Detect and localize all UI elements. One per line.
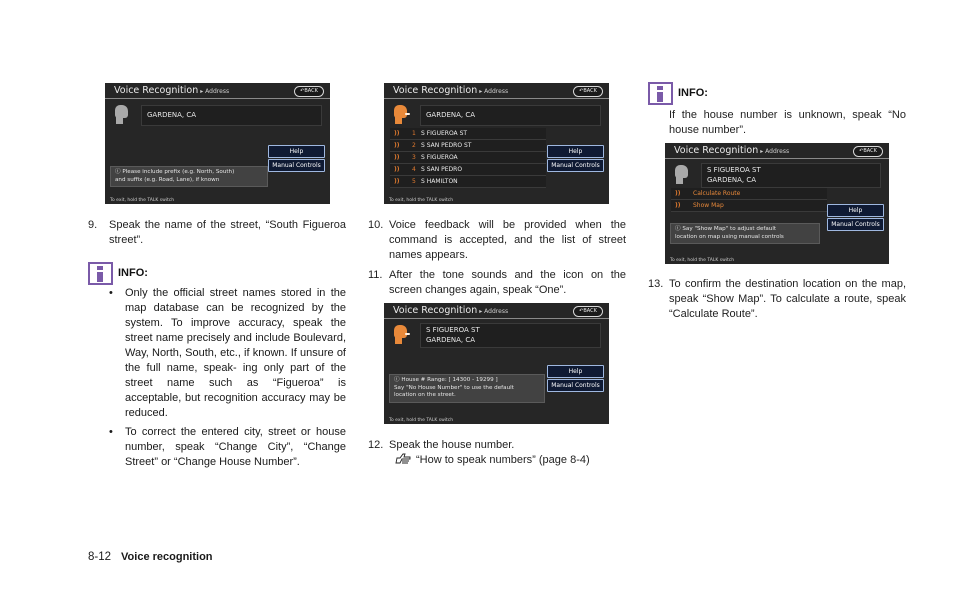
screen-title: Voice Recognition ▸ Address: [393, 305, 509, 316]
info-icon: [88, 262, 113, 285]
info-circle-icon: ⓘ: [115, 169, 123, 175]
screenshot-voice-recognition-confirm: [665, 143, 889, 264]
info-circle-icon: ⓘ: [394, 377, 402, 383]
field-line: GARDENA, CA: [707, 176, 757, 184]
page-number: 8-12: [88, 551, 112, 563]
back-button[interactable]: [573, 306, 603, 317]
bullet-dot: •: [109, 287, 113, 299]
screen-subtitle: Address: [484, 88, 509, 95]
list-item-calculate-route[interactable]: )) Calculate Route: [671, 188, 827, 200]
step-text: After the tone sounds and the icon on the screen changes again, speak “One”.: [389, 269, 626, 296]
back-label: BACK: [583, 308, 597, 314]
back-arrow-icon: ↶: [859, 148, 864, 154]
step-11: [368, 268, 626, 298]
back-arrow-icon: ↶: [300, 88, 305, 94]
hint-line: ⓘ House # Range: [ 14300 - 19299 ]: [394, 377, 498, 383]
page-footer: [88, 551, 213, 563]
back-button[interactable]: [573, 86, 603, 97]
field-line: GARDENA, CA: [426, 336, 476, 344]
manual-controls-button[interactable]: Manual Controls: [827, 218, 884, 231]
step-number: 11.: [368, 269, 383, 281]
title-divider: [105, 98, 330, 99]
info-icon: [648, 82, 673, 105]
address-field: [420, 323, 601, 348]
back-arrow-icon: ↶: [579, 88, 584, 94]
voice-head-icon: [115, 105, 129, 124]
voice-head-speaking-icon: [394, 105, 408, 124]
screen-title: Voice Recognition ▸ Address: [674, 145, 790, 156]
screen-title-text: Voice Recognition: [393, 85, 478, 96]
screenshot-voice-recognition-street-list: [384, 83, 609, 204]
step-13: [648, 277, 906, 322]
reference-text: “How to speak numbers” (page 8-4): [416, 454, 590, 466]
step-number: 13.: [648, 278, 664, 290]
hint-line: Say "No House Number" to use the default: [394, 384, 514, 391]
speaker-icon: )): [675, 202, 681, 209]
screen-footer: To exit, hold the TALK switch: [670, 258, 735, 263]
step-9: [88, 218, 346, 248]
address-field: [420, 105, 601, 126]
back-button[interactable]: [294, 86, 324, 97]
list-item[interactable]: )) 3 S FIGUEROA: [390, 152, 546, 164]
step-text: Voice feedback will be provided when the command is accepted, and the list of street names appears.: [389, 219, 626, 261]
help-button[interactable]: Help: [547, 145, 604, 158]
field-line: S FIGUEROA ST: [426, 326, 480, 334]
title-divider: [384, 318, 609, 319]
screen-footer: To exit, hold the TALK switch: [389, 418, 454, 423]
screenshot-voice-recognition-house-number: [384, 303, 609, 424]
speaker-icon: )): [675, 190, 681, 197]
field-line: GARDENA, CA: [147, 111, 197, 119]
help-button[interactable]: Help: [827, 204, 884, 217]
speaker-icon: )): [394, 178, 400, 185]
speaker-icon: )): [394, 130, 400, 137]
back-label: BACK: [304, 88, 318, 94]
help-button[interactable]: Help: [268, 145, 325, 158]
manual-controls-button[interactable]: Manual Controls: [547, 159, 604, 172]
list-item[interactable]: )) 2 S SAN PEDRO ST: [390, 140, 546, 152]
screen-title-text: Voice Recognition: [674, 145, 759, 156]
bullet-text: Only the official street names stored in the map database can be recognized by the system. To improve accuracy, speak the street name precisely and include Boulevard, Way, North, South, etc., if known. If unsure of the full name, speak- ing only part of the street name such as “Figueroa” is acceptable, but recognition accuracy may be reduced.: [125, 287, 346, 419]
screen-title-text: Voice Recognition: [393, 305, 478, 316]
hint-line: and suffix (e.g. Road, Lane), if known: [115, 176, 220, 183]
hint-line: ⓘ Please include prefix (e.g. North, South): [115, 169, 235, 175]
bullet-dot: •: [109, 426, 113, 438]
hint-line: location on map using manual controls: [675, 233, 784, 240]
info-label: INFO:: [118, 267, 148, 279]
address-field: [701, 163, 881, 188]
voice-head-speaking-icon: [394, 325, 408, 344]
step-text: Speak the house number.: [389, 439, 515, 451]
hint-line: ⓘ Say "Show Map" to adjust default: [675, 226, 777, 232]
back-label: BACK: [583, 88, 597, 94]
hint-line: location on the street.: [394, 392, 456, 398]
hint-box: [389, 374, 545, 403]
speaker-icon: )): [394, 166, 400, 173]
step-text: Speak the name of the street, “South Figueroa street”.: [109, 219, 346, 246]
reference-hand-icon: [395, 453, 413, 465]
info-text: [669, 108, 906, 138]
address-field: [141, 105, 322, 126]
screen-subtitle: Address: [765, 148, 790, 155]
list-item[interactable]: )) 5 S HAMILTON: [390, 176, 546, 188]
manual-controls-button[interactable]: Manual Controls: [268, 159, 325, 172]
step-number: 10.: [368, 219, 384, 231]
back-label: BACK: [863, 148, 877, 154]
hint-box: [110, 166, 268, 187]
screen-title: Voice Recognition ▸ Address: [393, 85, 509, 96]
screen-title: Voice Recognition ▸ Address: [114, 85, 230, 96]
screen-subtitle: Address: [205, 88, 230, 95]
list-item-show-map[interactable]: )) Show Map: [671, 200, 827, 212]
field-line: S FIGUEROA ST: [707, 166, 761, 174]
command-list: [671, 188, 827, 212]
list-item[interactable]: )) 4 S SAN PEDRO: [390, 164, 546, 176]
section-title: Voice recognition: [121, 551, 213, 563]
voice-head-icon: [675, 165, 689, 184]
step-number: 9.: [88, 219, 98, 231]
title-divider: [665, 158, 889, 159]
info-bullet: [109, 425, 346, 470]
speaker-icon: )): [394, 142, 400, 149]
screen-footer: To exit, hold the TALK switch: [389, 198, 454, 203]
step-text: To confirm the destination location on the map, speak “Show Map”. To calculate a route, speak “Calculate Route”.: [669, 278, 906, 320]
hint-box: [670, 223, 820, 244]
street-list: [390, 128, 546, 188]
bullet-text: To correct the entered city, street or house number, speak “Change City”, “Change Street” or “Change House Number”.: [125, 426, 346, 468]
screen-subtitle: Address: [484, 308, 509, 315]
cross-reference[interactable]: [395, 453, 626, 468]
info-bullet: [109, 286, 346, 421]
field-line: GARDENA, CA: [426, 111, 476, 119]
screen-footer: To exit, hold the TALK switch: [110, 198, 175, 203]
back-arrow-icon: ↶: [579, 308, 584, 314]
step-10: [368, 218, 626, 263]
info-body: If the house number is unknown, speak “No house number”.: [669, 109, 906, 136]
manual-controls-button[interactable]: Manual Controls: [547, 379, 604, 392]
back-button[interactable]: [853, 146, 883, 157]
step-number: 12.: [368, 439, 384, 451]
screen-title-text: Voice Recognition: [114, 85, 199, 96]
speaker-icon: )): [394, 154, 400, 161]
screenshot-voice-recognition-street: [105, 83, 330, 204]
info-label: INFO:: [678, 87, 708, 99]
title-divider: [384, 98, 609, 99]
step-12: [368, 438, 626, 468]
list-item[interactable]: )) 1 S FIGUEROA ST: [390, 128, 546, 140]
help-button[interactable]: Help: [547, 365, 604, 378]
info-circle-icon: ⓘ: [675, 226, 683, 232]
